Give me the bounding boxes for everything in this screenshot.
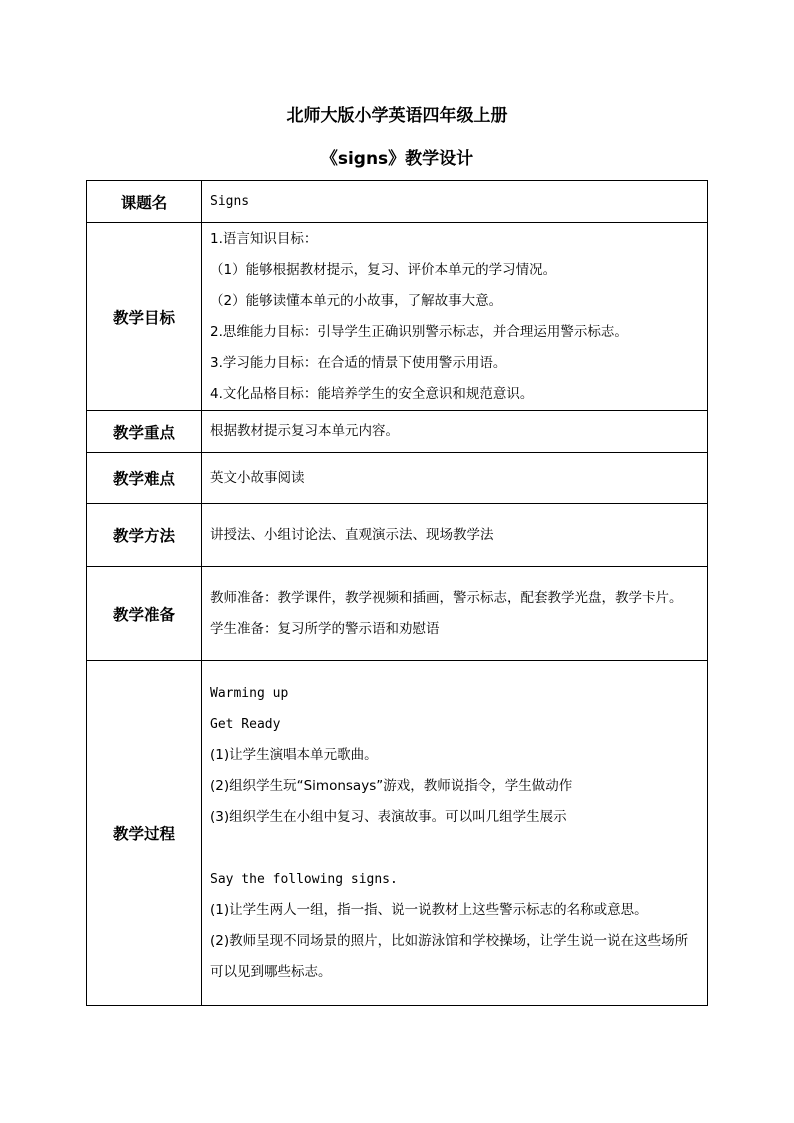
row-objectives	[87, 223, 708, 411]
sign-step: (1)让学生两人一组，指一指、说一说教材上这些警示标志的名称或意思。	[210, 902, 648, 918]
value-methods	[202, 504, 708, 567]
student-preparation-text: 学生准备：复习所学的警示语和劝慰语	[210, 620, 440, 637]
value-topic	[202, 181, 708, 223]
row-key-points	[87, 411, 708, 453]
label-objectives: 教学目标	[87, 223, 202, 411]
objective-line: 2.思维能力目标：引导学生正确识别警示标志，并合理运用警示标志。	[210, 323, 628, 340]
document-subtitle: 《signs》教学设计	[320, 149, 474, 169]
value-objectives	[202, 223, 708, 411]
objective-line: （1）能够根据教材提示，复习、评价本单元的学习情况。	[210, 261, 557, 278]
say-signs-heading: Say the following signs.	[210, 872, 398, 887]
row-topic	[87, 181, 708, 223]
value-process	[202, 661, 708, 1006]
row-difficulties	[87, 453, 708, 504]
label-process: 教学过程	[87, 661, 202, 1006]
value-difficulties	[202, 453, 708, 504]
sign-step: (2)教师呈现不同场景的照片，比如游泳馆和学校操场，让学生说一说在这些场所可以见到哪些标志。	[210, 933, 689, 980]
label-methods: 教学方法	[87, 504, 202, 567]
warming-up-heading: Warming up	[210, 686, 289, 701]
methods-text: 讲授法、小组讨论法、直观演示法、现场教学法	[210, 526, 494, 543]
row-process	[87, 661, 708, 1006]
label-difficulties: 教学难点	[87, 453, 202, 504]
value-preparation	[202, 567, 708, 661]
document-title: 北师大版小学英语四年级上册	[286, 106, 508, 126]
key-points-text: 根据教材提示复习本单元内容。	[210, 423, 399, 439]
topic-text: Signs	[210, 194, 250, 209]
difficulties-text: 英文小故事阅读	[210, 469, 305, 486]
teacher-preparation-text: 教师准备：教学课件，教学视频和插画，警示标志，配套教学光盘，教学卡片。	[210, 589, 683, 606]
row-preparation	[87, 567, 708, 661]
objective-line: 3.学习能力目标：在合适的情景下使用警示用语。	[210, 354, 507, 371]
value-key-points	[202, 411, 708, 453]
process-step: (3)组织学生在小组中复习、表演故事。可以叫几组学生展示	[210, 809, 567, 825]
label-topic: 课题名	[87, 181, 202, 223]
process-step: (1)让学生演唱本单元歌曲。	[210, 747, 378, 763]
lesson-plan-table	[86, 180, 708, 1006]
spacer	[210, 833, 701, 864]
objective-line: （2）能够读懂本单元的小故事，了解故事大意。	[210, 292, 503, 309]
process-step: (2)组织学生玩“Simonsays”游戏，教师说指令，学生做动作	[210, 778, 573, 794]
row-methods	[87, 504, 708, 567]
get-ready-heading: Get Ready	[210, 717, 281, 732]
label-preparation: 教学准备	[87, 567, 202, 661]
objective-line: 4.文化品格目标：能培养学生的安全意识和规范意识。	[210, 385, 534, 402]
objective-line: 1.语言知识目标：	[210, 230, 318, 247]
label-key-points: 教学重点	[87, 411, 202, 453]
